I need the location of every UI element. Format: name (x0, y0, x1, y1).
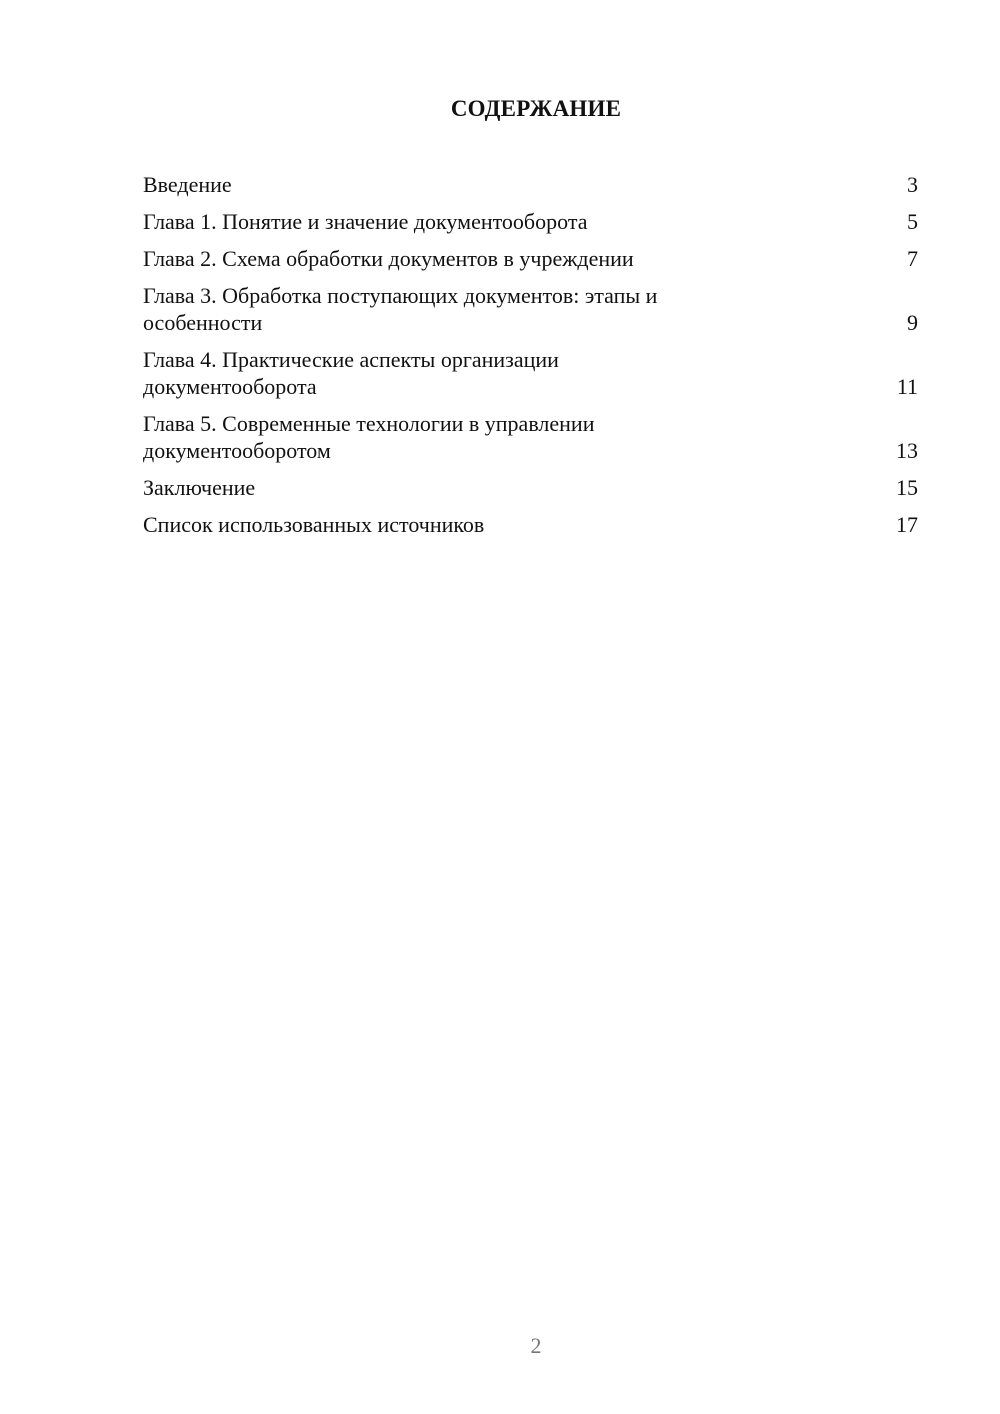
toc-entry-label: Глава 4. Практические аспекты организации документооборота (143, 347, 559, 399)
toc-entry-page: 13 (896, 438, 918, 463)
toc-entry-page: 17 (896, 512, 918, 537)
toc-entry-label: Заключение (143, 475, 256, 500)
toc-entry-chapter-1 (143, 208, 918, 235)
toc-entry-references (143, 511, 918, 538)
toc-entry-chapter-4 (143, 346, 918, 400)
toc-entry-label: Введение (143, 172, 232, 197)
page-number: 2 (530, 1333, 542, 1358)
toc-entry-page: 3 (907, 172, 918, 197)
toc-title: СОДЕРЖАНИЕ (450, 96, 622, 121)
toc-entry-chapter-2 (143, 245, 918, 272)
toc-entry-conclusion (143, 474, 918, 501)
toc-entry-chapter-3 (143, 282, 918, 336)
toc-entry-label: Глава 3. Обработка поступающих документов: этапы и особенности (143, 283, 658, 335)
toc-entry-page: 15 (896, 475, 918, 500)
table-of-contents (143, 171, 918, 548)
toc-entry-page: 7 (907, 246, 918, 271)
toc-entry-label: Глава 5. Современные технологии в управлении документооборотом (143, 411, 595, 463)
toc-entry-page: 11 (896, 374, 918, 399)
toc-entry-label: Список использованных источников (143, 512, 485, 537)
toc-entry-page: 9 (907, 310, 918, 335)
toc-entry-chapter-5 (143, 410, 918, 464)
toc-entry-label: Глава 2. Схема обработки документов в учреждении (143, 246, 634, 271)
toc-entry-introduction (143, 171, 918, 198)
toc-entry-page: 5 (907, 209, 918, 234)
toc-entry-label: Глава 1. Понятие и значение документооборота (143, 209, 588, 234)
